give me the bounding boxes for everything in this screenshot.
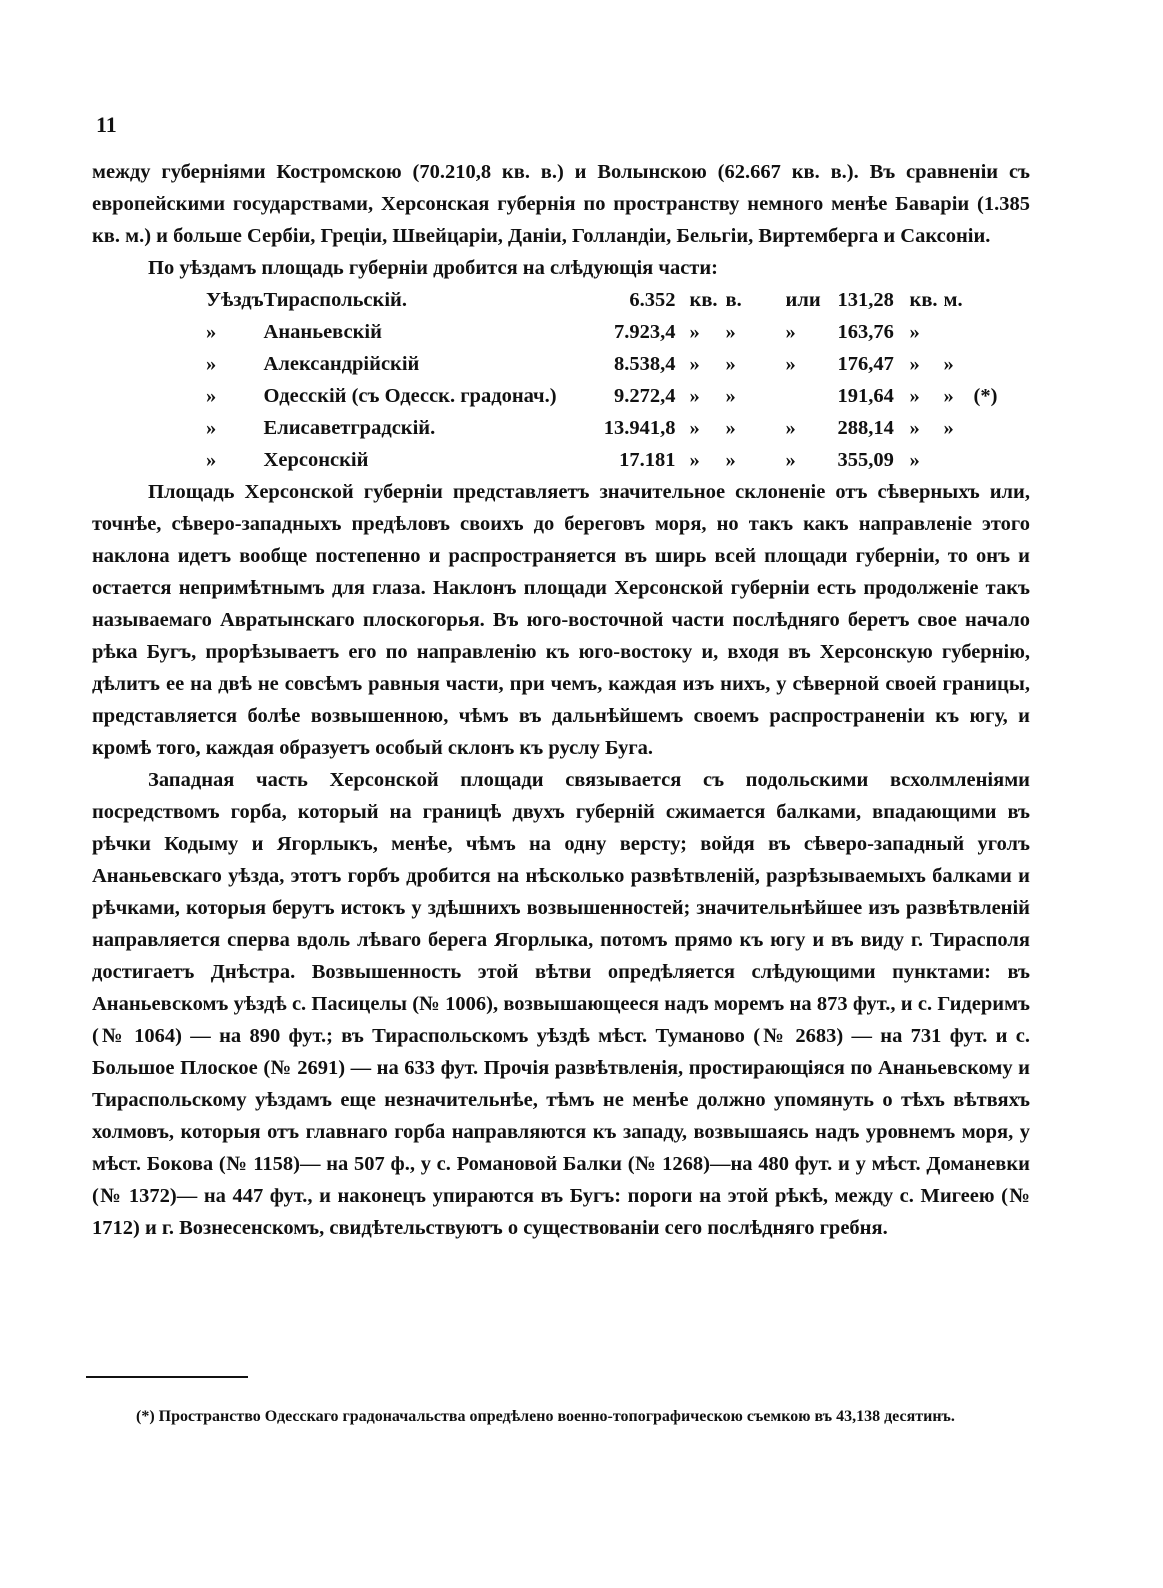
- district-name: Тираспольскій.: [263, 289, 407, 311]
- unit-square: »: [909, 417, 920, 439]
- unit-mile: »: [943, 353, 954, 375]
- paragraph-slope: Площадь Херсонской губерніи представляетъ значительное склоненіе отъ сѣверныхъ или, точнѣе, сѣверо-западныхъ предѣловъ своихъ до береговъ моря, но такъ какъ направленіе этого наклона идетъ вообще постепенно и распространяется въ ширь всей площади губерніи, то онъ и остается непримѣтнымъ для глаза. Наклонъ площади Херсонской губерніи есть продолженіе такъ называемаго Авратынскаго плоскогорья. Въ юго-восточной части послѣдняго беретъ свое начало рѣка Бугъ, прорѣзываетъ его по направленію къ юго-востоку и, входя въ Херсонскую губернію, дѣлитъ ее на двѣ не совсѣмъ равныя части, при чемъ, каждая изъ нихъ, у сѣверной своей границы, представляется болѣе возвышенною, чѣмъ въ дальнѣйшемъ своемъ распространеніи къ югу, и кромѣ того, каждая образуетъ особый склонъ къ руслу Буга.: [92, 481, 1030, 759]
- footnote: [86, 1404, 1024, 1430]
- district-area-miles: 163,76: [837, 321, 894, 343]
- unit-square: кв.: [909, 289, 938, 311]
- unit-verst: »: [725, 417, 736, 439]
- district-name: Херсонскій: [263, 449, 369, 471]
- footnote-marker: [974, 316, 1014, 348]
- table-row: [200, 412, 1014, 444]
- footnote-marker: (*): [973, 385, 998, 407]
- unit-square: »: [909, 385, 920, 407]
- unit-mile: »: [943, 385, 954, 407]
- district-area-versts: 9.272,4: [614, 385, 676, 407]
- table-row: [200, 316, 1014, 348]
- footnote-marker: [974, 284, 1014, 316]
- table-intro: По уѣздамъ площадь губерніи дробится на слѣдующія части:: [148, 257, 718, 279]
- district-mark: »: [206, 417, 217, 439]
- unit-mile: »: [943, 417, 954, 439]
- unit-mile: [944, 316, 974, 348]
- district-name: Ананьевскій: [263, 321, 382, 343]
- district-mark: »: [206, 321, 217, 343]
- footnote-divider: [86, 1376, 248, 1378]
- or-word: или: [785, 289, 821, 311]
- district-area-versts: 6.352: [629, 289, 676, 311]
- district-area-miles: 176,47: [837, 353, 894, 375]
- footnote-marker: [974, 348, 1014, 380]
- district-area-miles: 288,14: [837, 417, 894, 439]
- district-name: Александрійскій: [263, 353, 420, 375]
- district-name: Одесскій (съ Одесск. градонач.): [263, 385, 557, 407]
- footnote-marker: [974, 412, 1014, 444]
- unit-verst: »: [725, 385, 736, 407]
- unit-square: »: [689, 449, 700, 471]
- or-word: »: [785, 353, 796, 375]
- footnote-marker: [974, 444, 1014, 476]
- page-body: [92, 156, 1030, 1244]
- table-row: [200, 444, 1014, 476]
- district-area-miles: 131,28: [837, 289, 894, 311]
- or-word: [786, 380, 838, 412]
- district-mark: »: [206, 353, 217, 375]
- district-area-table: [200, 284, 1014, 476]
- unit-verst: »: [725, 353, 736, 375]
- unit-verst: »: [725, 321, 736, 343]
- table-row: [200, 284, 1014, 316]
- page-number: 11: [96, 112, 117, 137]
- district-name: Елисаветградскій.: [263, 417, 436, 439]
- district-area-miles: 191,64: [837, 385, 894, 407]
- unit-square: »: [689, 321, 700, 343]
- unit-mile: м.: [943, 289, 963, 311]
- district-area-versts: 17.181: [619, 449, 676, 471]
- unit-square: »: [689, 353, 700, 375]
- or-word: »: [785, 449, 796, 471]
- district-mark: »: [206, 449, 217, 471]
- district-mark: Уѣздъ: [206, 289, 264, 311]
- or-word: »: [785, 417, 796, 439]
- district-area-versts: 7.923,4: [614, 321, 676, 343]
- district-area-versts: 8.538,4: [614, 353, 676, 375]
- district-area-miles: 355,09: [837, 449, 894, 471]
- or-word: »: [785, 321, 796, 343]
- footnote-text: (*) Пространство Одесскаго градоначальства опредѣлено военно-топографическою съемкою въ 43,138 десятинъ.: [136, 1408, 955, 1425]
- district-area-versts: 13.941,8: [603, 417, 676, 439]
- unit-square: »: [689, 385, 700, 407]
- unit-square: кв.: [689, 289, 718, 311]
- paragraph-western-part: Западная часть Херсонской площади связывается съ подольскими всхолмленіями посредствомъ горба, который на границѣ двухъ губерній сжимается балками, впадающими въ рѣчки Кодыму и Ягорлыкъ, менѣе, чѣмъ на одну версту; войдя въ сѣверо-западный уголъ Ананьевскаго уѣзда, этотъ горбъ дробится на нѣсколько развѣтвленій, разрѣзываемыхъ балками и рѣчками, которыя берутъ истокъ у здѣшнихъ возвышенностей; значительнѣйшее изъ развѣтвленій направляется сперва вдоль лѣваго берега Ягорлыка, потомъ прямо къ югу и въ виду г. Тирасполя достигаетъ Днѣстра. Возвышенность этой вѣтви опредѣляется слѣдующими пунктами: въ Ананьевскомъ уѣздѣ с. Пасицелы (№ 1006), возвышающееся надъ моремъ на 873 фут., и с. Гидеримъ (№ 1064) — на 890 фут.; въ Тираспольскомъ уѣздѣ мѣст. Туманово (№ 2683) — на 731 фут. и с. Большое Плоское (№ 2691) — на 633 фут. Прочія развѣтвленія, простирающіяся по Ананьевскому и Тираспольскому уѣздамъ еще незначительнѣе, тѣмъ не менѣе должно упомянуть о тѣхъ вѣтвяхъ холмовъ, которыя отъ главнаго горба направляются къ западу, возвышаясь надъ уровнемъ моря, у мѣст. Бокова (№ 1158)— на 507 ф., у с. Романовой Балки (№ 1268)—на 480 фут. и у мѣст. Доманевки (№ 1372)— на 447 фут., и наконецъ упираются въ Бугъ: пороги на этой рѣкѣ, между с. Мигеею (№ 1712) и г. Вознесенскомъ, свидѣтельствуютъ о существованіи сего послѣдняго гребня.: [92, 769, 1030, 1239]
- table-row: [200, 348, 1014, 380]
- paragraph-intro: между губерніями Костромскою (70.210,8 кв. в.) и Волынскою (62.667 кв. в.). Въ сравненіи съ европейскими государствами, Херсонская губернія по пространству немного менѣе Баваріи (1.385 кв. м.) и больше Сербіи, Греціи, Швейцаріи, Даніи, Голландіи, Бельгіи, Виртемберга и Саксоніи.: [92, 161, 1030, 247]
- table-row: [200, 380, 1014, 412]
- unit-square: »: [909, 353, 920, 375]
- district-mark: »: [206, 385, 217, 407]
- unit-square: »: [909, 321, 920, 343]
- unit-square: »: [909, 449, 920, 471]
- unit-verst: в.: [725, 289, 742, 311]
- unit-mile: [944, 444, 974, 476]
- unit-verst: »: [725, 449, 736, 471]
- unit-square: »: [689, 417, 700, 439]
